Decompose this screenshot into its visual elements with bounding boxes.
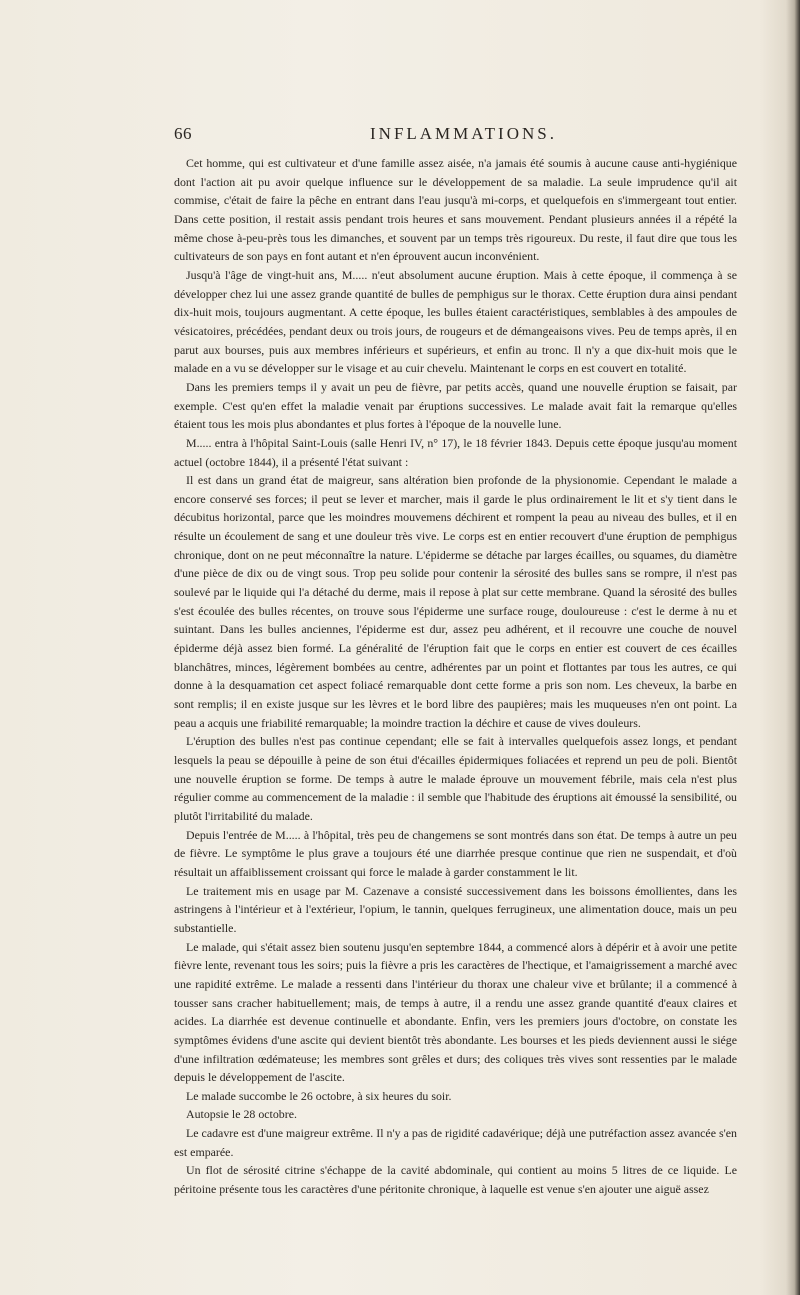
paragraph: Il est dans un grand état de maigreur, sans altération bien profonde de la physionomie. Cependant le malade a encore conservé ses forces; il peut se lever et marcher, mais il garde le plus ordinairement le lit et s'y tient dans le décubitus horizontal, parce que les moindres mouvemens déchirent et rompent la peau au niveau des bulles, et il en résulte un écoulement de sang et une douleur très vive. Le corps est en entier recouvert d'une éruption de pemphigus chronique, dont on ne peut méconnaître la nature. L'épiderme se détache par larges écailles, ou squames, du diamètre d'une pièce de dix ou de vingt sous. Trop peu solide pour contenir la sérosité des bulles sans se rompre, il n'est pas soulevé par le liquide qui l'a détaché du derme, mais il repose à plat sur cette membrane. Quand la sérosité des bulles s'est écoulée des bulles récentes, on trouve sous l'épiderme une surface rouge, douloureuse : c'est le derme à nu et suintant. Dans les bulles anciennes, l'épiderme est dur, assez peu adhérent, et il recouvre une couche de nouvel épiderme déjà assez bien formé. La généralité de l'éruption fait que le corps en entier est couvert de ces écailles blanchâtres, minces, légèrement bombées au centre, adhérentes par un point et flottantes par tous les autres, ce qui donne à la desquamation cet aspect foliacé remarquable dont cette forme a pris son nom. Les cheveux, la barbe en sont remplis; il en existe jusque sur les lèvres et le bord libre des paupières; mais les muqueuses n'en ont point. La peau a acquis une friabilité remarquable; la moindre traction la déchire et cause de vives douleurs.	[174, 473, 737, 730]
running-title: INFLAMMATIONS.	[370, 124, 557, 143]
paragraph: Jusqu'à l'âge de vingt-huit ans, M..... n'eut absolument aucune éruption. Mais à cette époque, il commença à se développer chez lui une assez grande quantité de bulles de pemphigus sur le thorax. Cette éruption dura ainsi pendant dix-huit mois, toujours augmentant. A cette époque, les bulles étaient caractéristiques, semblables à des ampoules de vésicatoires, précédées, pendant deux ou trois jours, de rougeurs et de démangeaisons vives. Peu de temps après, il en parut aux bourses, puis aux membres inférieurs et supérieurs, et enfin au tronc. Il n'y a que dix-huit mois que le malade en a vu se développer sur le visage et au cuir chevelu. Maintenant le corps en est couvert en totalité.	[174, 267, 737, 376]
paragraph: Le malade succombe le 26 octobre, à six heures du soir.	[186, 1088, 452, 1103]
paragraph: Cet homme, qui est cultivateur et d'une famille assez aisée, n'a jamais été soumis à aucune cause anti-hygiénique dont l'action ait pu avoir quelque influence sur le développement de sa maladie. La seule imprudence qu'il ait commise, c'était de faire la pêche en entrant dans l'eau jusqu'à mi-corps, et quelquefois en s'immergeant tout entier. Dans cette position, il restait assis pendant trois heures et sans mouvement. Pendant plusieurs années il a répété la même chose à-peu-près tous les dimanches, et souvent par un temps très rigoureux. Du reste, il faut dire que tous les cultivateurs de son pays en font autant et n'en éprouvent aucun inconvénient.	[174, 156, 737, 264]
paragraph: L'éruption des bulles n'est pas continue cependant; elle se fait à intervalles quelquefois assez longs, et pendant lesquels la peau se dépouille à peine de son étui d'écailles épidermiques foliacées et reprend un peu de poli. Bientôt une nouvelle éruption se forme. De temps à autre le malade éprouve un mouvement fébrile, mais cela n'est plus régulier comme au commencement de la maladie : il semble que l'habitude des éruptions ait émoussé la sensibilité, ou plutôt l'irritabilité du malade.	[174, 734, 737, 823]
paragraph: Le cadavre est d'une maigreur extrême. Il n'y a pas de rigidité cadavérique; déjà une putréfaction assez avancée s'en est emparée.	[174, 1126, 737, 1159]
page-edge-shadow	[786, 0, 800, 1295]
paragraph: M..... entra à l'hôpital Saint-Louis (salle Henri IV, n° 17), le 18 février 1843. Depuis cette époque jusqu'au moment actuel (octobre 1844), il a présenté l'état suivant :	[174, 435, 737, 469]
page-number: 66	[174, 124, 192, 143]
paragraph: Dans les premiers temps il y avait un peu de fièvre, par petits accès, quand une nouvelle éruption se faisait, par exemple. C'est qu'en effet la maladie venait par éruptions successives. Le malade avait fait la remarque qu'elles étaient tous les mois plus abondantes et plus fortes à l'époque de la nouvelle lune.	[174, 379, 737, 432]
page-header	[174, 124, 744, 148]
paragraph: Un flot de sérosité citrine s'échappe de la cavité abdominale, qui contient au moins 5 litres de ce liquide. Le péritoine présente tous les caractères d'une péritonite chronique, à laquelle est venue s'en ajouter une aiguë assez	[174, 1163, 737, 1197]
paragraph: Le malade, qui s'était assez bien soutenu jusqu'en septembre 1844, a commencé alors à dépérir et à avoir une petite fièvre lente, revenant tous les soirs; puis la fièvre a pris les caractères de l'hectique, et l'amaigrissement a marché avec une rapidité extrême. Le malade a ressenti dans l'intérieur du thorax une chaleur vive et brûlante; il a commencé à tousser sans cracher habituellement; mais, de temps à autre, il a rendu une assez grande quantité d'eaux claires et acides. La diarrhée est devenue continuelle et abondante. Enfin, vers les premiers jours d'octobre, on constate les symptômes évidens d'une ascite qui devient bientôt très abondante. Les bourses et les pieds deviennent aussi le siége d'une infiltration œdémateuse; les membres sont grêles et durs; des coliques très vives sont ressenties par le malade depuis le développement de l'ascite.	[174, 939, 737, 1085]
body-text	[174, 154, 737, 1199]
paragraph: Depuis l'entrée de M..... à l'hôpital, très peu de changemens se sont montrés dans son état. De temps à autre un peu de fièvre. Le symptôme le plus grave a toujours été une diarrhée presque continue que rien ne suspendait, et d'où résultait un affaiblissement croissant qui force le malade à garder constamment le lit.	[174, 827, 737, 879]
paragraph: Le traitement mis en usage par M. Cazenave a consisté successivement dans les boissons émollientes, dans les astringens à l'intérieur et à l'extérieur, l'opium, le tannin, quelques ferrugineux, une alimentation douce, mais un peu substantielle.	[174, 883, 737, 935]
paragraph: Autopsie le 28 octobre.	[186, 1107, 297, 1122]
